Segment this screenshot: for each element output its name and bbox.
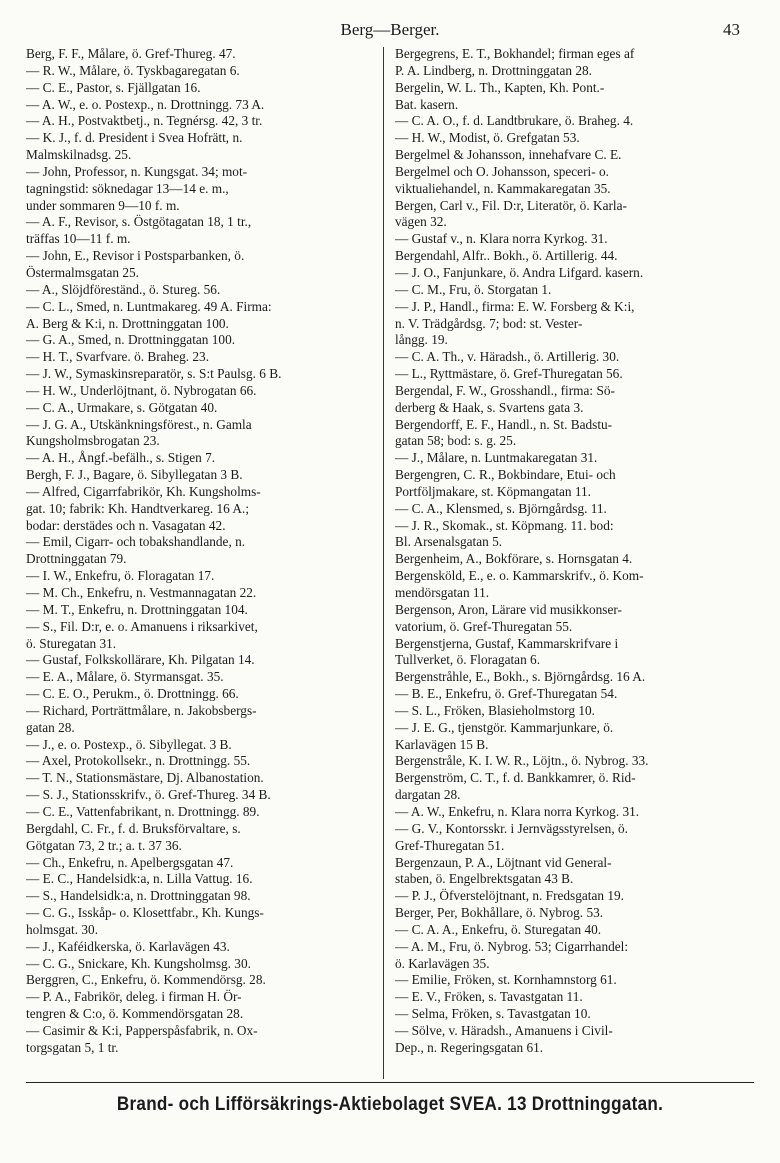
footer-divider — [26, 1082, 754, 1083]
directory-entry-line: — J., Målare, n. Luntmakaregatan 31. — [395, 450, 598, 466]
directory-entry-line: Drottninggatan 79. — [26, 551, 127, 567]
directory-entry-line: — E. A., Målare, ö. Styrmansgat. 35. — [26, 669, 224, 685]
directory-entry-line: tagningstid: söknedagar 13—14 e. m., — [26, 180, 229, 196]
directory-entry-line: — A., Slöjdföreständ., ö. Stureg. 56. — [26, 281, 221, 297]
directory-entry-line: — L., Ryttmästare, ö. Gref-Thuregatan 56. — [395, 366, 623, 382]
directory-entry-line: Bergenzaun, P. A., Löjtnant vid General- — [395, 854, 612, 870]
directory-entry-line: — B. E., Enkefru, ö. Gref-Thuregatan 54. — [395, 686, 618, 702]
directory-entry-line: Bergh, F. J., Bagare, ö. Sibyllegatan 3 B. — [26, 467, 243, 483]
directory-entry-line: Malmskilnadsg. 25. — [26, 147, 132, 163]
directory-entry-line: gat. 10; fabrik: Kh. Handtverkareg. 16 A.; — [26, 500, 250, 516]
page-number: 43 — [723, 20, 740, 39]
directory-entry-line: — S., Handelsidk:a, n. Drottninggatan 98. — [26, 888, 251, 904]
directory-entry-line: A. Berg & K:i, n. Drottninggatan 100. — [26, 315, 229, 331]
directory-entry-line: — C. A. A., Enkefru, ö. Sturegatan 40. — [395, 921, 602, 937]
directory-entry-line: mendörsgatan 11. — [395, 585, 490, 600]
directory-entry-line: — H. T., Svarfvare. ö. Braheg. 23. — [26, 349, 210, 365]
directory-entry-line: under sommaren 9—10 f. m. — [26, 197, 180, 213]
directory-entry-line: — C. E., Vattenfabrikant, n. Drottningg. 89. — [26, 803, 260, 819]
directory-entry-line: Bergenstjerna, Gustaf, Kammarskrifvare i — [395, 635, 619, 651]
directory-entry-line: Bergenheim, A., Bokförare, s. Hornsgatan 4. — [395, 551, 633, 567]
directory-entry-line: vatorium, ö. Gref-Thuregatan 55. — [395, 618, 573, 634]
directory-entry-line: gatan 28. — [26, 719, 75, 735]
directory-entry-line: Bergendahl, Alfr.. Bokh., ö. Artillerig. 44. — [395, 248, 618, 264]
directory-entry-line: viktualiehandel, n. Kammakaregatan 35. — [395, 180, 611, 196]
directory-entry-line: Bergendal, F. W., Grosshandl., firma: Sö- — [395, 382, 615, 398]
directory-entry-line: — J. R., Skomak., st. Köpmang. 11. bod: — [395, 517, 614, 533]
directory-entry-line: — C. E., Pastor, s. Fjällgatan 16. — [26, 79, 201, 95]
directory-entry-line: — K. J., f. d. President i Svea Hofrätt, n. — [26, 130, 243, 146]
column-divider — [383, 47, 384, 1079]
directory-entry-line: Götgatan 73, 2 tr.; a. t. 37 36. — [26, 837, 182, 853]
directory-entry-line: — A. W., Enkefru, n. Klara norra Kyrkog. 31. — [395, 803, 640, 819]
directory-entry-line: — Emil, Cigarr- och tobakshandlande, n. — [26, 534, 246, 550]
directory-entry-line: Kungsholmsbrogatan 23. — [26, 433, 160, 449]
directory-entry-line: — Axel, Protokollsekr., n. Drottningg. 55. — [26, 753, 251, 769]
directory-entry-line: — E. C., Handelsidk:a, n. Lilla Vattug. 16. — [26, 871, 253, 887]
directory-entry-line: Bergelmel & Johansson, innehafvare C. E. — [395, 147, 622, 163]
directory-entry-line: — J., e. o. Postexp., ö. Sibyllegat. 3 B. — [26, 736, 232, 752]
directory-entry-line: Bergensköld, E., e. o. Kammarskrifv., ö. Kom- — [395, 568, 644, 584]
directory-entry-line: — John, E., Revisor i Postsparbanken, ö. — [26, 248, 245, 264]
directory-entry-line: långg. 19. — [395, 332, 448, 348]
directory-entry-line: ö. Sturegatan 31. — [26, 635, 117, 651]
directory-entry-line: Bergendorff, E. F., Handl., n. St. Badstu- — [395, 416, 613, 432]
directory-entry-line: — C. A., Urmakare, s. Götgatan 40. — [26, 399, 218, 415]
directory-entry-line: — Alfred, Cigarrfabrikör, Kh. Kungsholms- — [26, 483, 261, 499]
directory-entry-line: — Richard, Porträttmålare, n. Jakobsbergs- — [26, 702, 257, 718]
directory-entry-line: — H. W., Underlöjtnant, ö. Nybrogatan 66. — [26, 382, 257, 398]
directory-entry-line: Bergenstråhle, E., Bokh., s. Björngårdsg. 16 A. — [395, 669, 646, 685]
directory-entry-line: — C. A. Th., v. Häradsh., ö. Artillerig. 30. — [395, 349, 620, 365]
directory-entry-line: Bergelmel och O. Johansson, speceri- o. — [395, 163, 609, 179]
directory-entry-line: vägen 32. — [395, 214, 447, 230]
left-column — [26, 46, 362, 1057]
directory-entry-line: — M. Ch., Enkefru, n. Vestmannagatan 22. — [26, 585, 257, 600]
directory-entry-line: — Casimir & K:i, Papperspåsfabrik, n. Ox- — [26, 1022, 258, 1038]
directory-entry-line: Berggren, C., Enkefru, ö. Kommendörsg. 28. — [26, 972, 266, 988]
directory-entry-line: — C. G., Snickare, Kh. Kungsholmsg. 30. — [26, 955, 251, 971]
directory-entry-line: torgsgatan 5, 1 tr. — [26, 1039, 119, 1055]
directory-entry-line: Portföljmakare, st. Köpmangatan 11. — [395, 483, 591, 499]
directory-entry-line: derberg & Haak, s. Svartens gata 3. — [395, 399, 584, 415]
directory-entry-line: Bergegrens, E. T., Bokhandel; firman eges af — [395, 46, 635, 61]
directory-entry-line: ö. Karlavägen 35. — [395, 955, 490, 971]
directory-entry-line: Berger, Per, Bokhållare, ö. Nybrog. 53. — [395, 905, 604, 921]
directory-entry-line: Bergdahl, C. Fr., f. d. Bruksförvaltare, s. — [26, 820, 241, 836]
directory-entry-line: — A. H., Postvaktbetj., n. Tegnérsg. 42, 3 tr. — [26, 113, 263, 129]
directory-entry-line: — G. A., Smed, n. Drottninggatan 100. — [26, 332, 236, 348]
directory-entry-line: träffas 10—11 f. m. — [26, 231, 131, 247]
directory-entry-line: — Selma, Fröken, s. Tavastgatan 10. — [395, 1006, 591, 1022]
directory-entry-line: dargatan 28. — [395, 787, 461, 803]
directory-entry-line: — Sölve, v. Häradsh., Amanuens i Civil- — [395, 1022, 613, 1038]
directory-entry-line: Bergenstråle, K. I. W. R., Löjtn., ö. Nybrog. 33. — [395, 753, 649, 769]
directory-entry-line: Bergenström, C. T., f. d. Bankkamrer, ö. Rid- — [395, 770, 636, 786]
directory-entry-line: — Gustaf v., n. Klara norra Kyrkog. 31. — [395, 231, 608, 247]
directory-entry-line: — H. W., Modist, ö. Grefgatan 53. — [395, 130, 580, 146]
directory-entry-line: tengren & C:o, ö. Kommendörsgatan 28. — [26, 1006, 244, 1022]
directory-entry-line: Bergengren, C. R., Bokbindare, Etui- och — [395, 467, 616, 483]
directory-entry-line: Bergelin, W. L. Th., Kapten, Kh. Pont.- — [395, 79, 605, 95]
directory-entry-line: — R. W., Målare, ö. Tyskbagaregatan 6. — [26, 62, 240, 78]
directory-entry-line: bodar: derstädes och n. Vasagatan 42. — [26, 517, 226, 533]
directory-entry-line: — C. A., Klensmed, s. Björngårdsg. 11. — [395, 500, 607, 516]
directory-entry-line: — C. L., Smed, n. Luntmakareg. 49 A. Firma: — [26, 298, 272, 314]
directory-entry-line: — Ch., Enkefru, n. Apelbergsgatan 47. — [26, 854, 234, 870]
right-column — [395, 46, 731, 1057]
directory-entry-line: Bergen, Carl v., Fil. D:r, Literatör, ö. Karla- — [395, 197, 627, 213]
directory-entry-line: Berg, F. F., Målare, ö. Gref-Thureg. 47. — [26, 46, 236, 61]
directory-entry-line: — P. A., Fabrikör, deleg. i firman H. Ör- — [26, 989, 242, 1005]
directory-entry-line: — P. J., Öfverstelöjtnant, n. Fredsgatan 19. — [395, 888, 624, 904]
directory-entry-line: — M. T., Enkefru, n. Drottninggatan 104. — [26, 601, 248, 617]
directory-entry-line: — J. E. G., tjenstgör. Kammarjunkare, ö. — [395, 719, 614, 735]
running-head: Berg—Berger. — [340, 20, 440, 39]
directory-entry-line: Bat. kasern. — [395, 96, 459, 112]
directory-entry-line: P. A. Lindberg, n. Drottninggatan 28. — [395, 62, 592, 78]
directory-entry-line: Bergenson, Aron, Lärare vid musikkonser- — [395, 601, 622, 617]
directory-entry-line: — A. W., e. o. Postexp., n. Drottningg. 73 A. — [26, 96, 265, 112]
directory-entry-line: — A. H., Ångf.-befälh., s. Stigen 7. — [26, 450, 216, 466]
directory-entry-line: — G. V., Kontorsskr. i Jernvägsstyrelsen, ö. — [395, 820, 628, 836]
directory-entry-line: staben, ö. Engelbrektsgatan 43 B. — [395, 871, 574, 887]
directory-entry-line: — J. O., Fanjunkare, ö. Andra Lifgard. kasern. — [395, 264, 644, 280]
directory-entry-line: — J. G. A., Utskänkningsförest., n. Gamla — [26, 416, 252, 432]
directory-entry-line: — A. M., Fru, ö. Nybrog. 53; Cigarrhandel: — [395, 938, 629, 954]
directory-entry-line: — Emilie, Fröken, st. Kornhamnstorg 61. — [395, 972, 617, 988]
directory-entry-line: Tullverket, ö. Floragatan 6. — [395, 652, 541, 668]
directory-entry-line: — C. A. O., f. d. Landtbrukare, ö. Braheg. 4. — [395, 113, 634, 129]
directory-entry-line: — John, Professor, n. Kungsgat. 34; mot- — [26, 163, 248, 179]
directory-entry-line: Bl. Arsenalsgatan 5. — [395, 534, 503, 550]
directory-entry-line: — C. E. O., Perukm., ö. Drottningg. 66. — [26, 686, 239, 702]
directory-entry-line: — E. V., Fröken, s. Tavastgatan 11. — [395, 989, 583, 1005]
footer-advertisement: Brand- och Lifförsäkrings-Aktiebolaget SVEA. 13 Drottninggatan. — [116, 1094, 664, 1115]
directory-entry-line: — J. P., Handl., firma: E. W. Forsberg & K:i, — [395, 298, 635, 314]
directory-entry-line: — I. W., Enkefru, ö. Floragatan 17. — [26, 568, 215, 584]
directory-entry-line: — J., Kaféidkerska, ö. Karlavägen 43. — [26, 938, 230, 954]
directory-entry-line: — S., Fil. D:r, e. o. Amanuens i riksarkivet, — [26, 618, 258, 634]
directory-entry-line: — C. G., Isskåp- o. Klosettfabr., Kh. Kungs- — [26, 905, 264, 921]
directory-entry-line: Dep., n. Regeringsgatan 61. — [395, 1039, 544, 1055]
directory-entry-line: — C. M., Fru, ö. Storgatan 1. — [395, 281, 552, 297]
directory-entry-line: — T. N., Stationsmästare, Dj. Albanostation. — [26, 770, 264, 786]
directory-entry-line: Gref-Thuregatan 51. — [395, 837, 505, 853]
directory-entry-line: holmsgat. 30. — [26, 921, 99, 937]
page-header — [0, 20, 780, 46]
directory-entry-line: gatan 58; bod: s. g. 25. — [395, 433, 517, 449]
directory-entry-line: Östermalmsgatan 25. — [26, 264, 139, 280]
directory-entry-line: — A. F., Revisor, s. Östgötagatan 18, 1 tr., — [26, 214, 252, 230]
directory-entry-line: n. V. Trädgårdsg. 7; bod: st. Vester- — [395, 315, 583, 331]
directory-entry-line: — Gustaf, Folkskollärare, Kh. Pilgatan 14. — [26, 652, 255, 668]
directory-entry-line: — S. J., Stationsskrifv., ö. Gref-Thureg. 34 B. — [26, 787, 271, 803]
directory-entry-line: — S. L., Fröken, Blasieholmstorg 10. — [395, 702, 595, 718]
directory-entry-line: Karlavägen 15 B. — [395, 736, 489, 752]
directory-entry-line: — J. W., Symaskinsreparatör, s. S:t Paulsg. 6 B. — [26, 366, 282, 382]
